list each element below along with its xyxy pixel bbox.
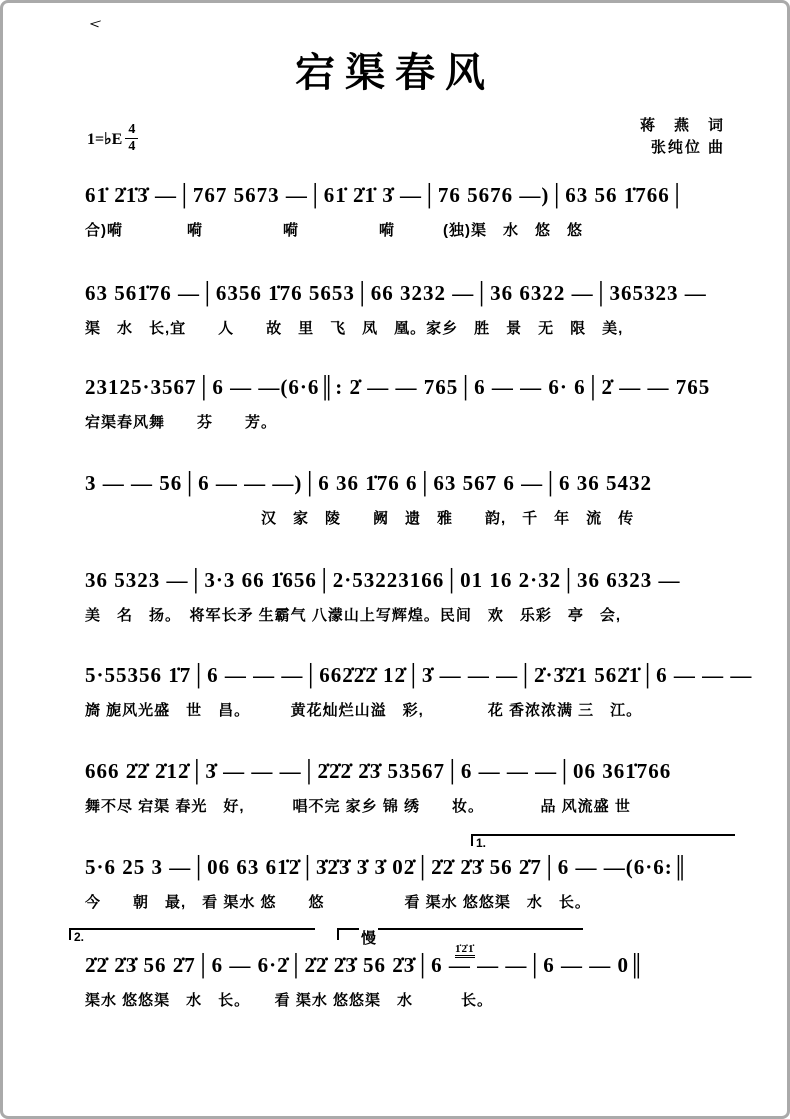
lyrics-line-1: 合)嗬 嗬 嗬 嗬 (独)渠 水 悠 悠 bbox=[85, 222, 583, 239]
system-1 bbox=[85, 183, 745, 240]
key-time-signature bbox=[87, 123, 138, 154]
notation-line-9: 2̇2̇ 2̇3̇ 56 2̇7│6 — 6·2̇│2̇2̇ 2̇3̇ 56 2̇3̇│6 — — —│6 — — 0║ bbox=[85, 953, 645, 977]
system-9 bbox=[85, 953, 745, 1010]
lyrics-line-9: 渠水 悠悠渠 水 长。 看 渠水 悠悠渠 水 长。 bbox=[85, 992, 494, 1009]
first-ending-bracket bbox=[471, 834, 735, 850]
system-6 bbox=[85, 663, 753, 720]
system-2 bbox=[85, 281, 745, 338]
notation-line-4: 3 — — 56│6 — — —)│6 36 1̇76 6│63 567 6 —│6 36 5432 bbox=[85, 471, 653, 495]
time-signature bbox=[125, 123, 138, 154]
notation-line-6: 5·55356 1̇7│6 — — —│662̇2̇2̇ 12̇│3̇ — — —│2̇·3̇2̇1 562̇1̇│6 — — — bbox=[85, 663, 753, 687]
system-5 bbox=[85, 568, 745, 625]
second-ending-bracket bbox=[69, 928, 315, 944]
time-denominator: 4 bbox=[128, 139, 136, 154]
notation-line-2: 63 561̇76 —│6356 1̇76 5653│66 3232 —│36 6322 —│365323 — bbox=[85, 281, 707, 305]
time-numerator: 4 bbox=[125, 123, 138, 139]
lyrics-line-3: 宕渠春风舞 芬 芳。 bbox=[85, 414, 278, 431]
system-4 bbox=[85, 471, 745, 528]
notation-line-7: 666 2̇2̇ 2̇12̇│3̇ — — —│2̇2̇2̇ 2̇3̇ 53567│6 — — —│06 361̇766 bbox=[85, 759, 672, 783]
accent-mark: < bbox=[86, 16, 104, 32]
second-ending-label: 2. bbox=[74, 930, 85, 944]
system-8 bbox=[85, 855, 745, 912]
notation-line-3: 23125·3567│6 — —(6·6║: 2̇ — — 765│6 — — 6· 6│2̇ — — 765 bbox=[85, 375, 711, 399]
lyrics-line-8: 今 朝 最, 看 渠水 悠 悠 看 渠水 悠悠渠 水 长。 bbox=[85, 894, 591, 911]
lyrics-line-4: 汉 家 陵 阙 遗 雅 韵, 千 年 流 传 bbox=[85, 510, 635, 527]
system-7 bbox=[85, 759, 745, 816]
notation-line-1: 61̇ 2̇1̇3̇ —│767 5673 —│61̇ 2̇1̇ 3̇ —│76 5676 —)│63 56 1̇766│ bbox=[85, 183, 686, 207]
lyrics-line-6: 旖 旎风光盛 世 昌。 黄花灿烂山溢 彩, 花 香浓浓满 三 江。 bbox=[85, 702, 643, 719]
song-title: 宕渠春风 bbox=[295, 50, 495, 95]
lyrics-line-5: 美 名 扬。 将军长矛 生霸气 八濛山上写辉煌。民间 欢 乐彩 亭 会, bbox=[85, 607, 622, 624]
grace-notes: 1̇2̇1̇ bbox=[455, 943, 475, 958]
key-signature: 1=♭E bbox=[87, 130, 123, 148]
composer-credit: 张纯位 曲 bbox=[650, 139, 725, 156]
notation-line-8: 5·6 25 3 —│06 63 61̇2̇│3̇2̇3̇ 3̇ 3̇ 02̇│2̇2̇ 2̇3̇ 56 2̇7│6 — —(6·6:║ bbox=[85, 855, 689, 879]
lyricist-credit: 蒋 燕 词 bbox=[639, 117, 725, 134]
system-3 bbox=[85, 375, 745, 432]
first-ending-label: 1. bbox=[476, 836, 487, 850]
lyrics-line-7: 舞不尽 宕渠 春光 好, 唱不完 家乡 锦 绣 妆。 品 风流盛 世 bbox=[85, 798, 631, 815]
tempo-marking: 慢 bbox=[359, 927, 378, 948]
notation-line-5: 36 5323 —│3·3 66 1̇656│2·53223166│01 16 2·32│36 6323 — bbox=[85, 568, 681, 592]
tempo-bracket bbox=[337, 928, 583, 947]
credits bbox=[640, 115, 725, 159]
lyrics-line-2: 渠 水 长,宜 人 故 里 飞 凤 凰。家乡 胜 景 无 限 美, bbox=[85, 320, 624, 337]
